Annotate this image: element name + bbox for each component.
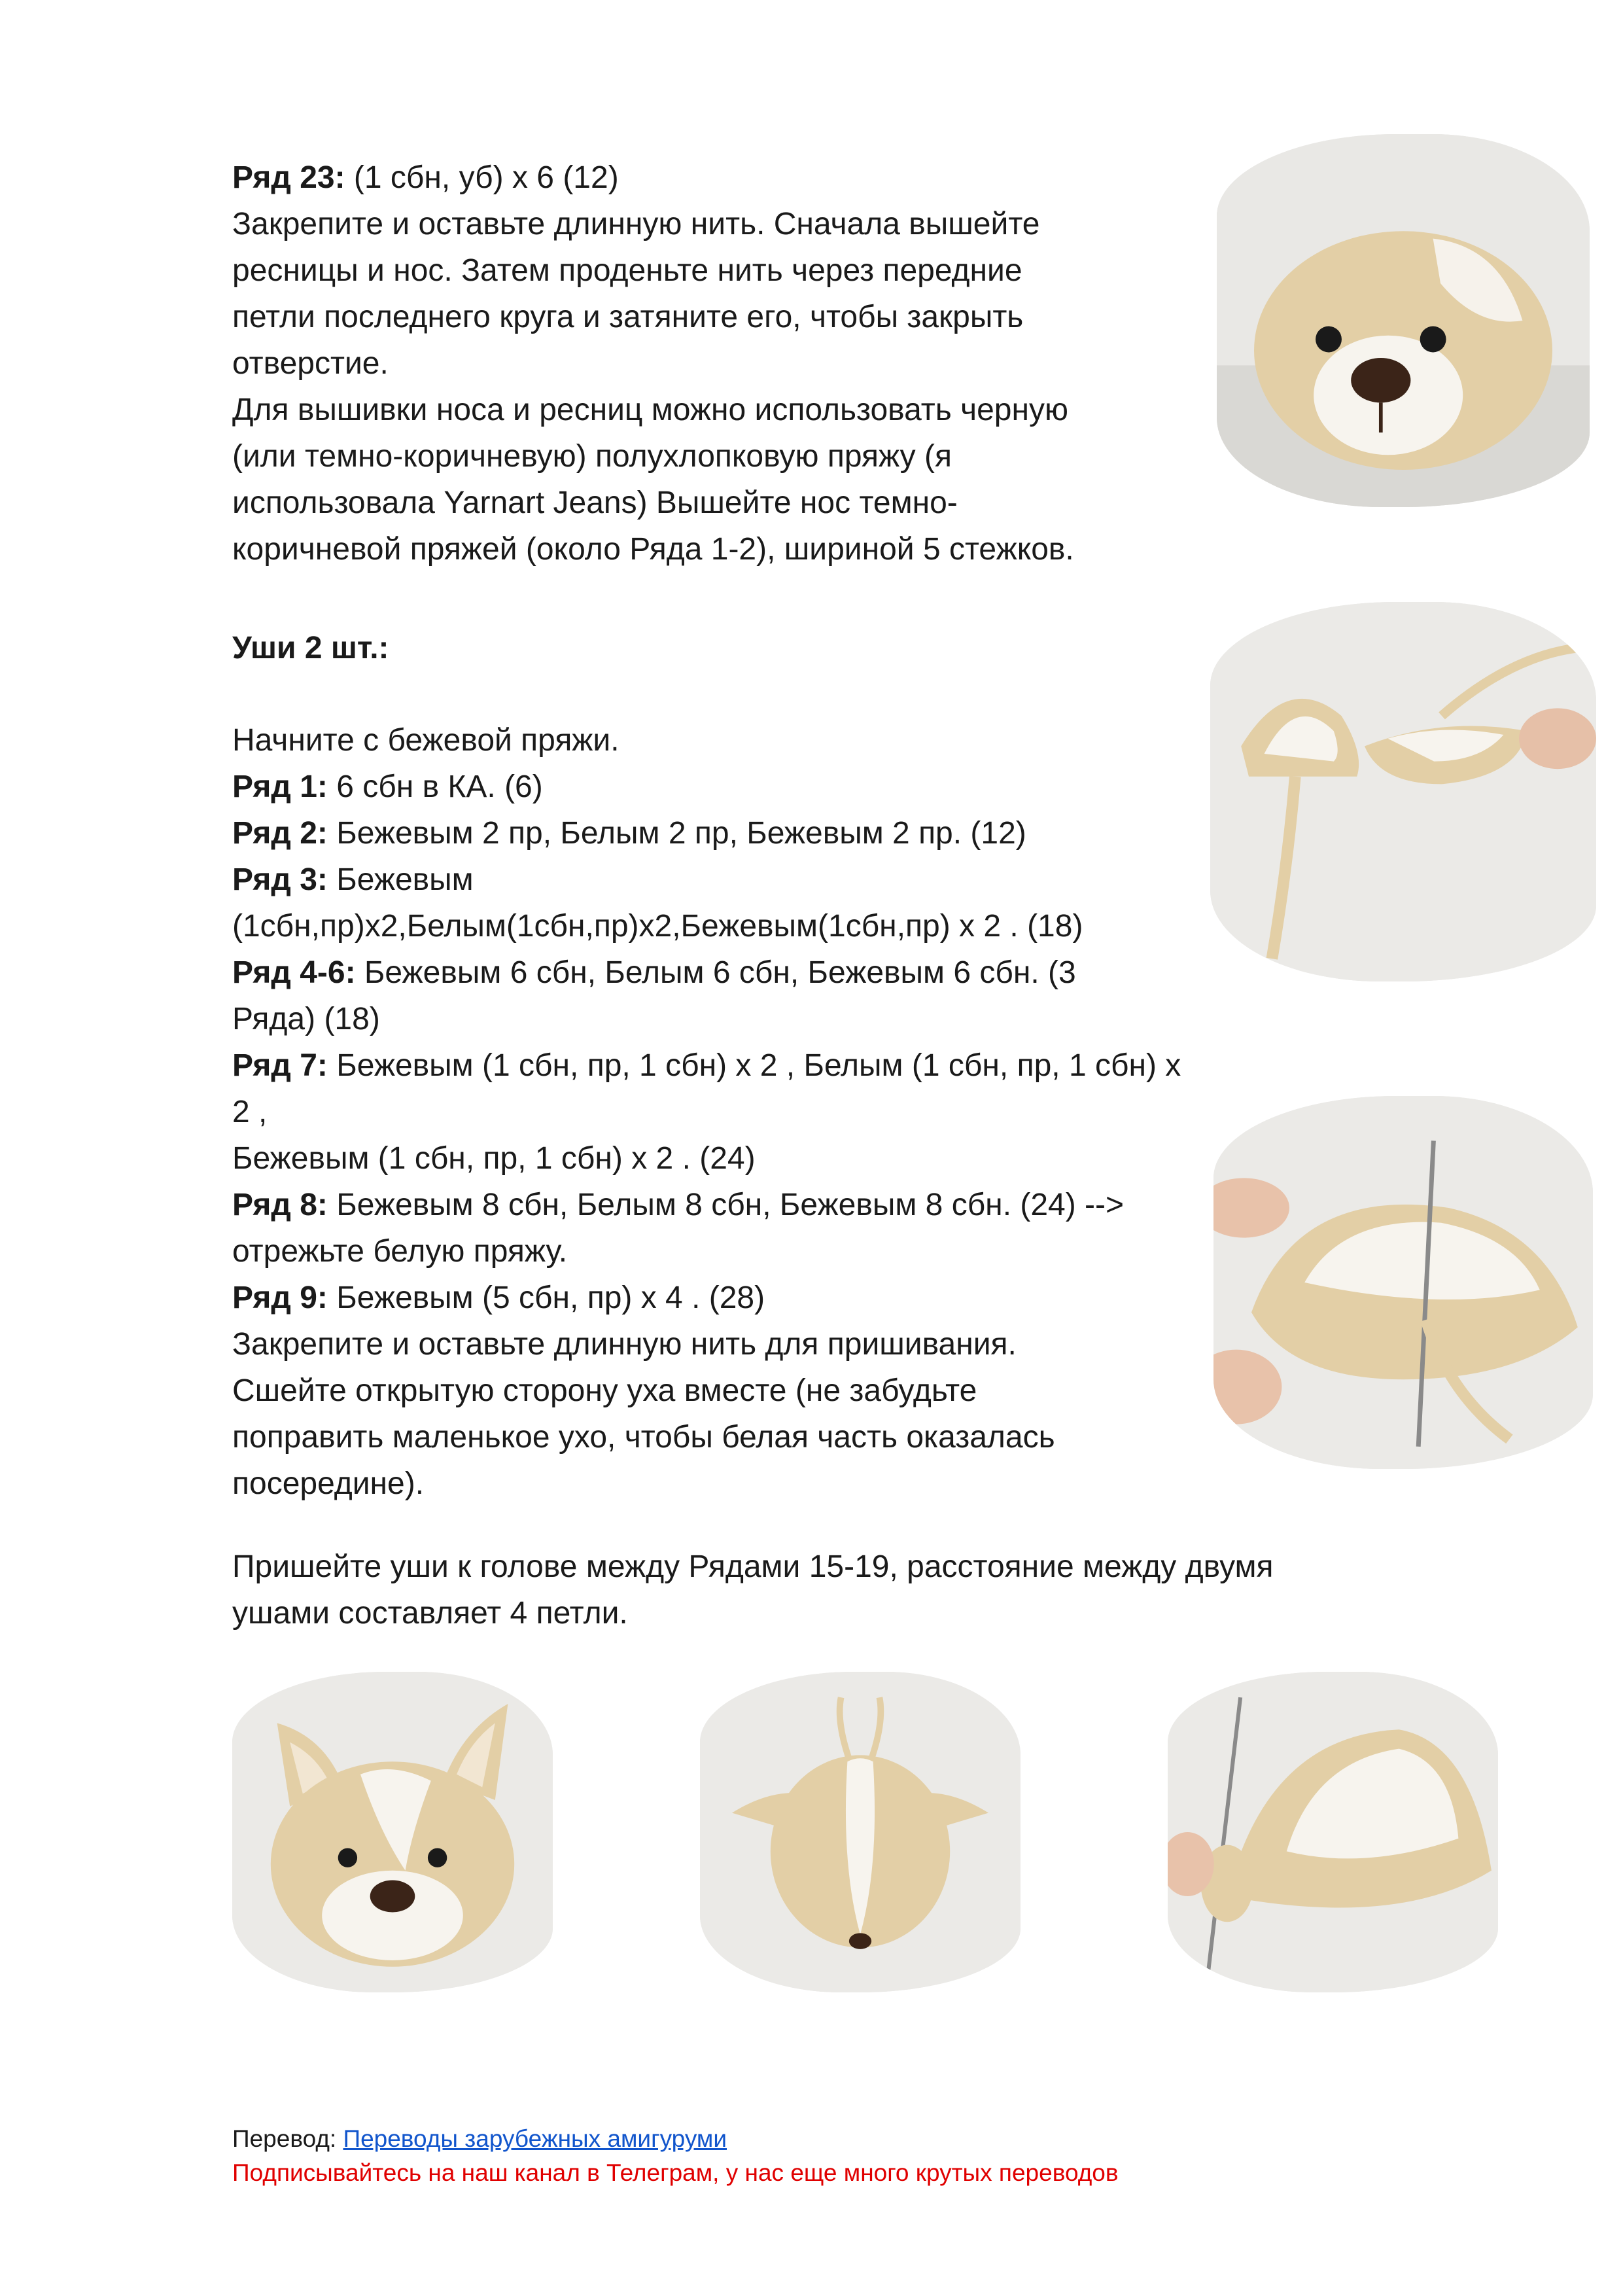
attach-instructions bbox=[232, 1544, 1274, 1636]
row-4-6 bbox=[232, 949, 1181, 996]
intro-line: Начните с бежевой пряжи. bbox=[232, 723, 620, 758]
sewing-ear-photo bbox=[1213, 1096, 1593, 1469]
text-line: петли последнего круга и затяните его, чтобы закрыть bbox=[232, 300, 1024, 334]
text-line: использовала Yarnart Jeans) Вышейте нос темно- bbox=[232, 486, 958, 520]
ears-instructions bbox=[232, 717, 1181, 1507]
row-4-6-continued: Ряда) (18) bbox=[232, 1002, 380, 1036]
row-8-continued: отрежьте белую пряжу. bbox=[232, 1234, 568, 1269]
head-instructions bbox=[232, 154, 1074, 573]
row-3-continued: (1сбн,пр)х2,Белым(1сбн,пр)х2,Бежевым(1сбн,пр) х 2 . (18) bbox=[232, 909, 1083, 944]
row-label: Ряд 9: bbox=[232, 1280, 328, 1315]
text-line: (или темно-коричневую) полухлопковую пряжу (я bbox=[232, 439, 952, 474]
row-label: Ряд 2: bbox=[232, 816, 328, 851]
row-text: Бежевым (1 сбн, пр, 1 сбн) х 2 , Белым (1 сбн, пр, 1 сбн) х bbox=[327, 1048, 1181, 1083]
text-line: Для вышивки носа и ресниц можно использовать черную bbox=[232, 393, 1068, 427]
row-text: (1 сбн, уб) х 6 (12) bbox=[345, 160, 619, 195]
credit-label: Перевод: bbox=[232, 2125, 343, 2152]
row-7-continued: 2 , bbox=[232, 1095, 268, 1129]
row-text: Бежевым (5 сбн, пр) х 4 . (28) bbox=[327, 1280, 765, 1315]
text-line: отверстие. bbox=[232, 346, 389, 381]
telegram-promo: Подписывайтесь на наш канал в Телеграм, у нас еще много крутых переводов bbox=[232, 2159, 1119, 2186]
text-line: Закрепите и оставьте длинную нить для пришивания. bbox=[232, 1327, 1017, 1362]
row-2 bbox=[232, 810, 1181, 857]
row-label: Ряд 3: bbox=[232, 862, 328, 897]
row-text: Бежевым 6 сбн, Белым 6 сбн, Бежевым 6 сбн. (3 bbox=[355, 955, 1076, 990]
text-line: Сшейте открытую сторону уха вместе (не забудьте bbox=[232, 1373, 977, 1408]
text-line: ушами составляет 4 петли. bbox=[232, 1596, 628, 1631]
credit-line bbox=[232, 2122, 1119, 2156]
text-line: поправить маленькое ухо, чтобы белая часть оказалась bbox=[232, 1420, 1055, 1455]
row-text: Бежевым 8 сбн, Белым 8 сбн, Бежевым 8 сбн. (24) --> bbox=[327, 1188, 1125, 1222]
section-title: Уши 2 шт.: bbox=[232, 631, 389, 665]
text-line: коричневой пряжей (около Ряда 1-2), шириной 5 стежков. bbox=[232, 532, 1074, 567]
translations-link[interactable]: Переводы зарубежных амигуруми bbox=[343, 2125, 727, 2152]
row-3 bbox=[232, 857, 1181, 903]
row-text: Бежевым 2 пр, Белым 2 пр, Бежевым 2 пр. (12) bbox=[327, 816, 1026, 851]
row-label: Ряд 4-6: bbox=[232, 955, 356, 990]
text-line: Закрепите и оставьте длинную нить. Сначала вышейте bbox=[232, 207, 1040, 241]
row-label: Ряд 7: bbox=[232, 1048, 328, 1083]
row-text: 6 сбн в КА. (6) bbox=[327, 769, 543, 804]
row-7 bbox=[232, 1042, 1181, 1089]
row-23 bbox=[232, 154, 1074, 201]
row-label: Ряд 1: bbox=[232, 769, 328, 804]
ears-title-block bbox=[232, 625, 389, 671]
row-label: Ряд 8: bbox=[232, 1188, 328, 1222]
row-1 bbox=[232, 764, 1181, 810]
ears-photo bbox=[1210, 602, 1596, 981]
row-8 bbox=[232, 1182, 1181, 1228]
head-with-ears-photo bbox=[232, 1672, 553, 1992]
head-photo bbox=[1217, 134, 1590, 507]
footer bbox=[232, 2122, 1119, 2190]
row-7-continued: Бежевым (1 сбн, пр, 1 сбн) х 2 . (24) bbox=[232, 1141, 756, 1176]
text-line: Пришейте уши к голове между Рядами 15-19, расстояние между двумя bbox=[232, 1549, 1274, 1584]
row-text: Бежевым bbox=[327, 862, 474, 897]
row-9 bbox=[232, 1275, 1181, 1321]
head-back-photo bbox=[700, 1672, 1021, 1992]
row-label: Ряд 23: bbox=[232, 160, 345, 195]
text-line: ресницы и нос. Затем проденьте нить через передние bbox=[232, 253, 1022, 288]
text-line: посередине). bbox=[232, 1466, 425, 1501]
stitching-ear-photo bbox=[1168, 1672, 1498, 1992]
